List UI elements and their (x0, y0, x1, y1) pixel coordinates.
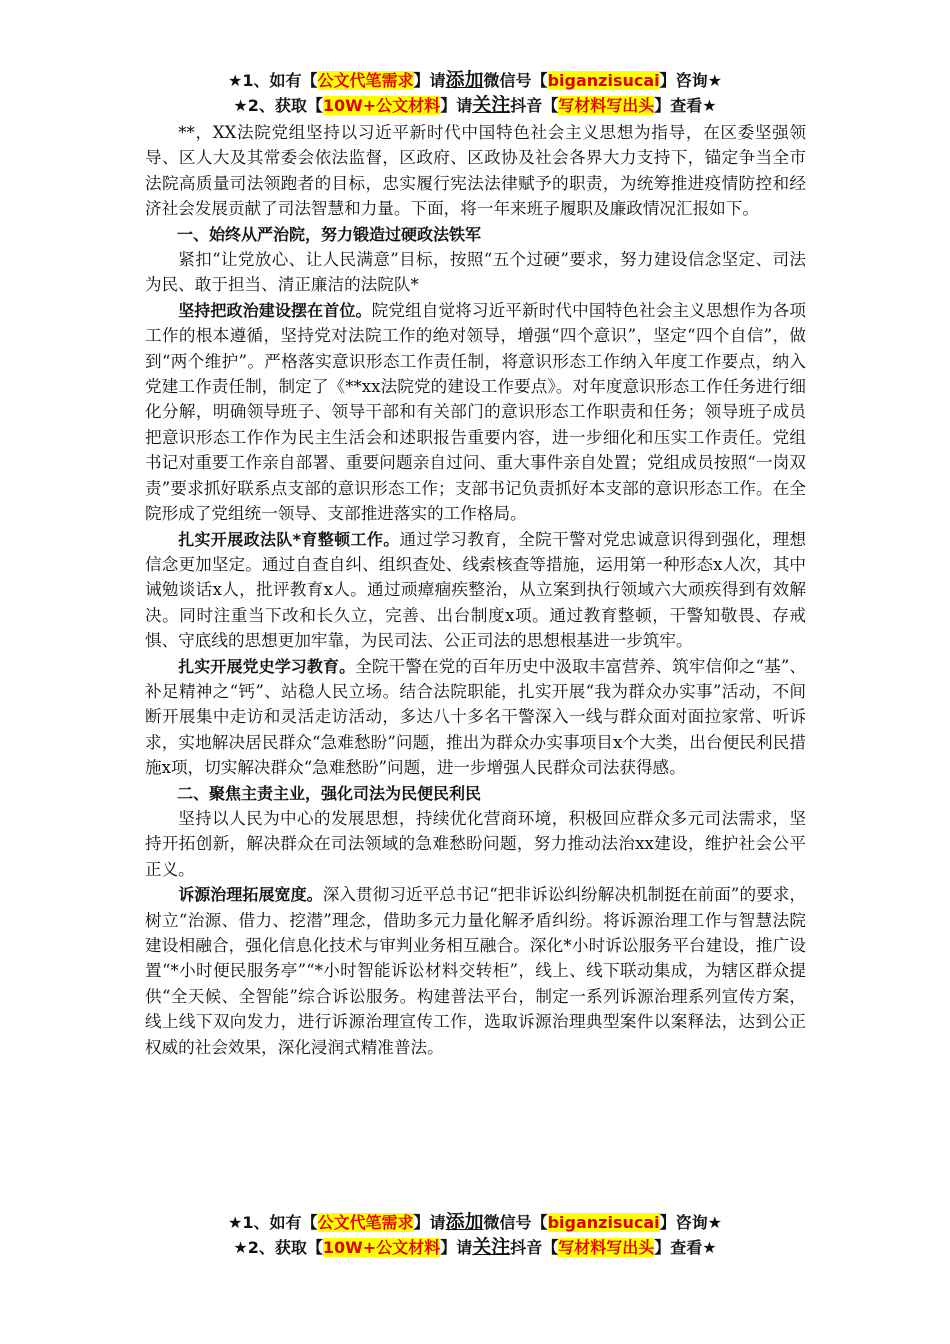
paragraph: 坚持以人民为中心的发展思想，持续优化营商环境，积极回应群众多元司法需求，坚持开拓创新，解决群众在司法领域的急难愁盼问题，努力推动法治xx建设，维护社会公平正义。 (145, 808, 806, 879)
promo-text: 】咨询★ (659, 71, 722, 90)
paragraph-lead: 坚持把政治建设摆在首位。 (178, 300, 372, 320)
promo-line-2 (0, 93, 950, 118)
section-heading-1: 一、始终从严治院，努力锻造过硬政法铁军 (177, 224, 482, 244)
promo-wechat-id: biganzisucai (547, 1213, 660, 1232)
promo-text: ★2、获取【 (233, 96, 323, 115)
promo-emphasis: 关注 (472, 1236, 511, 1258)
paragraph-lead: 诉源治理拓展宽度。 (178, 885, 323, 905)
promo-text: 】查看★ (654, 1238, 717, 1257)
document-body (145, 120, 806, 1060)
promo-highlight: 10W+公文材料 (322, 96, 441, 115)
promo-text: 抖音【 (510, 1238, 559, 1257)
promo-text: 】请 (440, 1238, 473, 1257)
paragraph: 紧扣“让党放心、让人民满意”目标，按照“五个过硬”要求，努力建设信念坚定、司法为民、敢于担当、清正廉洁的法院队* (145, 250, 806, 295)
paragraph (145, 298, 806, 527)
paragraph-text: 通过学习教育，全院干警对党忠诚意识得到强化，理想信念更加坚定。通过自查自纠、组织查处、线索核查等措施，运用第一种形态x人次，其中诫勉谈话x人，批评教育x人。通过顽瘴痼疾整治，从立案到执行领域六大顽疾得到有效解决。同时注重当下改和长久立，完善、出台制度x项。通过教育整顿，干警知敬畏、存戒惧、守底线的思想更加牢靠，为民司法、公正司法的思想根基进一步筑牢。 (145, 529, 806, 651)
promo-text: ★1、如有【 (228, 1213, 318, 1232)
paragraph-text: 深入贯彻习近平总书记“把非诉讼纠纷解决机制挺在前面”的要求，树立“治源、借力、挖潜”理念，借助多元力量化解矛盾纠纷。将诉源治理工作与智慧法院建设相融合，强化信息化技术与审判业务相互融合。深化*小时诉讼服务平台建设，推广设置“*小时便民服务亭”“*小时智能诉讼材料交转柜”，线上、线下联动集成，为辖区群众提供“全天候、全智能”综合诉讼服务。构建普法平台，制定一系列诉源治理系列宣传方案，线上线下双向发力，进行诉源治理宣传工作，选取诉源治理典型案件以案释法，达到公正权威的社会效果，深化浸润式精准普法。 (145, 885, 806, 1057)
promo-text: ★1、如有【 (228, 71, 318, 90)
promo-text: 】请 (413, 1213, 446, 1232)
section-heading-2: 二、聚焦主责主业，强化司法为民便民利民 (177, 783, 482, 803)
paragraph (145, 882, 806, 1060)
promo-banner-top (0, 68, 950, 118)
paragraph (145, 654, 806, 781)
promo-text: ★2、获取【 (233, 1238, 323, 1257)
promo-text: 】请 (413, 71, 446, 90)
promo-highlight: 10W+公文材料 (322, 1238, 441, 1257)
paragraph-lead: 扎实开展政法队*育整顿工作。 (178, 529, 400, 549)
promo-highlight: 公文代笔需求 (317, 1213, 414, 1232)
promo-emphasis: 添加 (445, 1211, 484, 1233)
promo-text: 抖音【 (510, 96, 559, 115)
promo-banner-bottom (0, 1210, 950, 1260)
promo-emphasis: 关注 (472, 94, 511, 116)
promo-douyin-id: 写材料写出头 (558, 96, 655, 115)
promo-text: 微信号【 (483, 1213, 548, 1232)
promo-text: 】咨询★ (659, 1213, 722, 1232)
paragraph-text: 院党组自觉将习近平新时代中国特色社会主义思想作为各项工作的根本遵循，坚持党对法院工作的绝对领导，增强“四个意识”，坚定“四个自信”，做到“两个维护”。严格落实意识形态工作责任制，将意识形态工作纳入年度工作要点，纳入党建工作责任制，制定了《**xx法院党的建设工作要点》。对年度意识形态工作任务进行细化分解，明确领导班子、领导干部和有关部门的意识形态工作职责和任务；领导班子成员把意识形态工作作为民主生活会和述职报告重要内容，进一步细化和压实工作责任。党组书记对重要工作亲自部署、重要问题亲自过问、重大事件亲自处置；党组成员按照“一岗双责”要求抓好联系点支部的意识形态工作；支部书记负责抓好本支部的意识形态工作。在全院形成了党组统一领导、支部推进落实的工作格局。 (145, 300, 806, 524)
paragraph (145, 527, 806, 654)
promo-line-1 (0, 1210, 950, 1235)
intro-paragraph: **，XX法院党组坚持以习近平新时代中国特色社会主义思想为指导，在区委坚强领导、区人大及其常委会依法监督，区政府、区政协及社会各界大力支持下，锚定争当全市法院高质量司法领跑者的目标，忠实履行宪法法律赋予的职责，为统筹推进疫情防控和经济社会发展贡献了司法智慧和力量。下面，将一年来班子履职及廉政情况汇报如下。 (145, 123, 806, 219)
paragraph-lead: 扎实开展党史学习教育。 (178, 656, 356, 676)
promo-emphasis: 添加 (445, 69, 484, 91)
promo-highlight: 公文代笔需求 (317, 71, 414, 90)
promo-wechat-id: biganzisucai (547, 71, 660, 90)
promo-text: 微信号【 (483, 71, 548, 90)
promo-text: 】查看★ (654, 96, 717, 115)
paragraph-text: 全院干警在党的百年历史中汲取丰富营养、筑牢信仰之“基”、补足精神之“钙”、站稳人民立场。结合法院职能，扎实开展“我为群众办实事”活动，不间断开展集中走访和灵活走访活动，多达八十多名干警深入一线与群众面对面拉家常、听诉求，实地解决居民群众“急难愁盼”问题，推出为群众办实事项目x个大类，出台便民利民措施x项，切实解决群众“急难愁盼”问题，进一步增强人民群众司法获得感。 (145, 656, 806, 778)
promo-douyin-id: 写材料写出头 (558, 1238, 655, 1257)
promo-line-1 (0, 68, 950, 93)
promo-line-2 (0, 1235, 950, 1260)
promo-text: 】请 (440, 96, 473, 115)
